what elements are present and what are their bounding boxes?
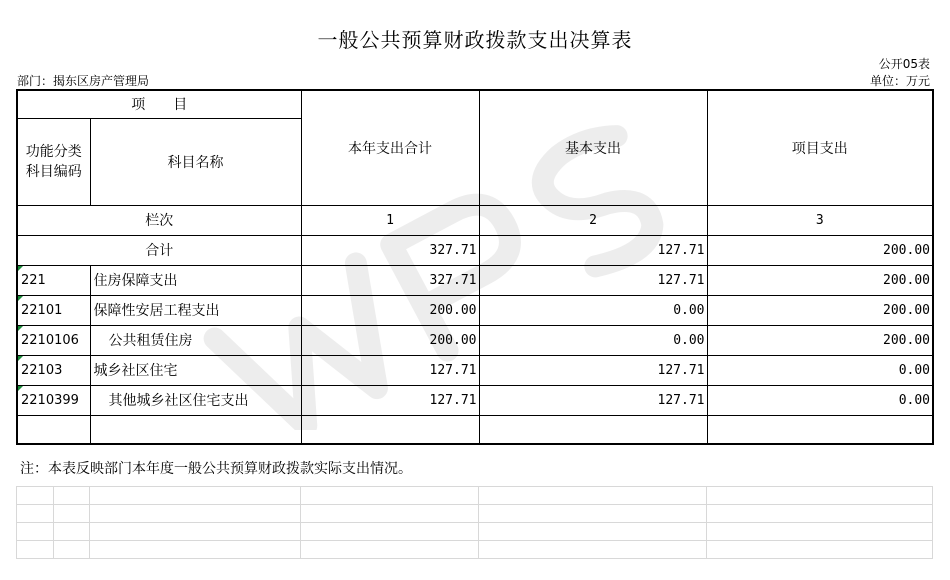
header-item-group: 项 目 bbox=[17, 90, 301, 118]
grid-cell bbox=[54, 541, 90, 559]
table-row bbox=[17, 295, 933, 325]
grid-cell bbox=[707, 541, 933, 559]
department-label: 部门：揭东区房产管理局 bbox=[17, 74, 150, 88]
empty-grid bbox=[16, 486, 933, 559]
row-total: 327.71 bbox=[301, 265, 479, 295]
footnote: 注：本表反映部门本年度一般公共预算财政拨款实际支出情况。 bbox=[20, 461, 412, 477]
grid-cell bbox=[479, 523, 707, 541]
column-index-2: 2 bbox=[479, 205, 707, 235]
header-subject-name: 科目名称 bbox=[90, 118, 301, 205]
header-total: 本年支出合计 bbox=[301, 90, 479, 205]
grid-cell bbox=[301, 505, 479, 523]
grid-row bbox=[17, 505, 933, 523]
empty-cell bbox=[90, 415, 301, 444]
table-row bbox=[17, 325, 933, 355]
row-name: 住房保障支出 bbox=[90, 265, 301, 295]
column-index-3: 3 bbox=[707, 205, 933, 235]
header-basic: 基本支出 bbox=[479, 90, 707, 205]
grid-cell bbox=[479, 505, 707, 523]
grid-cell bbox=[17, 487, 54, 505]
row-name: 其他城乡社区住宅支出 bbox=[90, 385, 301, 415]
grid-cell bbox=[301, 487, 479, 505]
grid-cell bbox=[479, 541, 707, 559]
grid-cell bbox=[90, 541, 301, 559]
column-index-label: 栏次 bbox=[17, 205, 301, 235]
grid-cell bbox=[707, 487, 933, 505]
grid-cell bbox=[17, 505, 54, 523]
page-title: 一般公共预算财政拨款支出决算表 bbox=[317, 28, 633, 52]
expenditure-table bbox=[16, 89, 934, 445]
row-basic: 0.00 bbox=[479, 325, 707, 355]
row-total: 200.00 bbox=[301, 295, 479, 325]
grid-cell bbox=[54, 523, 90, 541]
grid-cell bbox=[17, 523, 54, 541]
empty-cell bbox=[301, 415, 479, 444]
grid-cell bbox=[707, 523, 933, 541]
row-basic: 127.71 bbox=[479, 385, 707, 415]
row-project: 0.00 bbox=[707, 355, 933, 385]
empty-cell bbox=[17, 415, 90, 444]
grid-row bbox=[17, 487, 933, 505]
grid-cell bbox=[54, 505, 90, 523]
row-project: 200.00 bbox=[707, 265, 933, 295]
summary-label: 合计 bbox=[17, 235, 301, 265]
empty-row bbox=[17, 415, 933, 444]
summary-total: 327.71 bbox=[301, 235, 479, 265]
row-name: 保障性安居工程支出 bbox=[90, 295, 301, 325]
table-row bbox=[17, 385, 933, 415]
row-code: 2210106 bbox=[17, 325, 90, 355]
summary-basic: 127.71 bbox=[479, 235, 707, 265]
grid-row bbox=[17, 523, 933, 541]
row-total: 127.71 bbox=[301, 385, 479, 415]
row-name: 公共租赁住房 bbox=[90, 325, 301, 355]
summary-project: 200.00 bbox=[707, 235, 933, 265]
grid-cell bbox=[479, 487, 707, 505]
table-row bbox=[17, 355, 933, 385]
table-code: 公开05表 bbox=[878, 57, 930, 71]
grid-cell bbox=[301, 523, 479, 541]
grid-cell bbox=[17, 541, 54, 559]
row-basic: 127.71 bbox=[479, 265, 707, 295]
grid-cell bbox=[90, 505, 301, 523]
empty-cell bbox=[479, 415, 707, 444]
row-basic: 127.71 bbox=[479, 355, 707, 385]
row-code: 22101 bbox=[17, 295, 90, 325]
row-code: 2210399 bbox=[17, 385, 90, 415]
row-code: 221 bbox=[17, 265, 90, 295]
row-project: 200.00 bbox=[707, 325, 933, 355]
row-name: 城乡社区住宅 bbox=[90, 355, 301, 385]
column-index-1: 1 bbox=[301, 205, 479, 235]
row-code: 22103 bbox=[17, 355, 90, 385]
grid-cell bbox=[707, 505, 933, 523]
header-project: 项目支出 bbox=[707, 90, 933, 205]
row-project: 0.00 bbox=[707, 385, 933, 415]
table-row bbox=[17, 265, 933, 295]
row-basic: 0.00 bbox=[479, 295, 707, 325]
grid-cell bbox=[90, 523, 301, 541]
header-func-code: 功能分类科目编码 bbox=[17, 118, 90, 205]
grid-cell bbox=[90, 487, 301, 505]
grid-row bbox=[17, 541, 933, 559]
row-project: 200.00 bbox=[707, 295, 933, 325]
row-total: 127.71 bbox=[301, 355, 479, 385]
grid-cell bbox=[54, 487, 90, 505]
grid-cell bbox=[301, 541, 479, 559]
unit-label: 单位：万元 bbox=[869, 74, 930, 88]
row-total: 200.00 bbox=[301, 325, 479, 355]
empty-cell bbox=[707, 415, 933, 444]
